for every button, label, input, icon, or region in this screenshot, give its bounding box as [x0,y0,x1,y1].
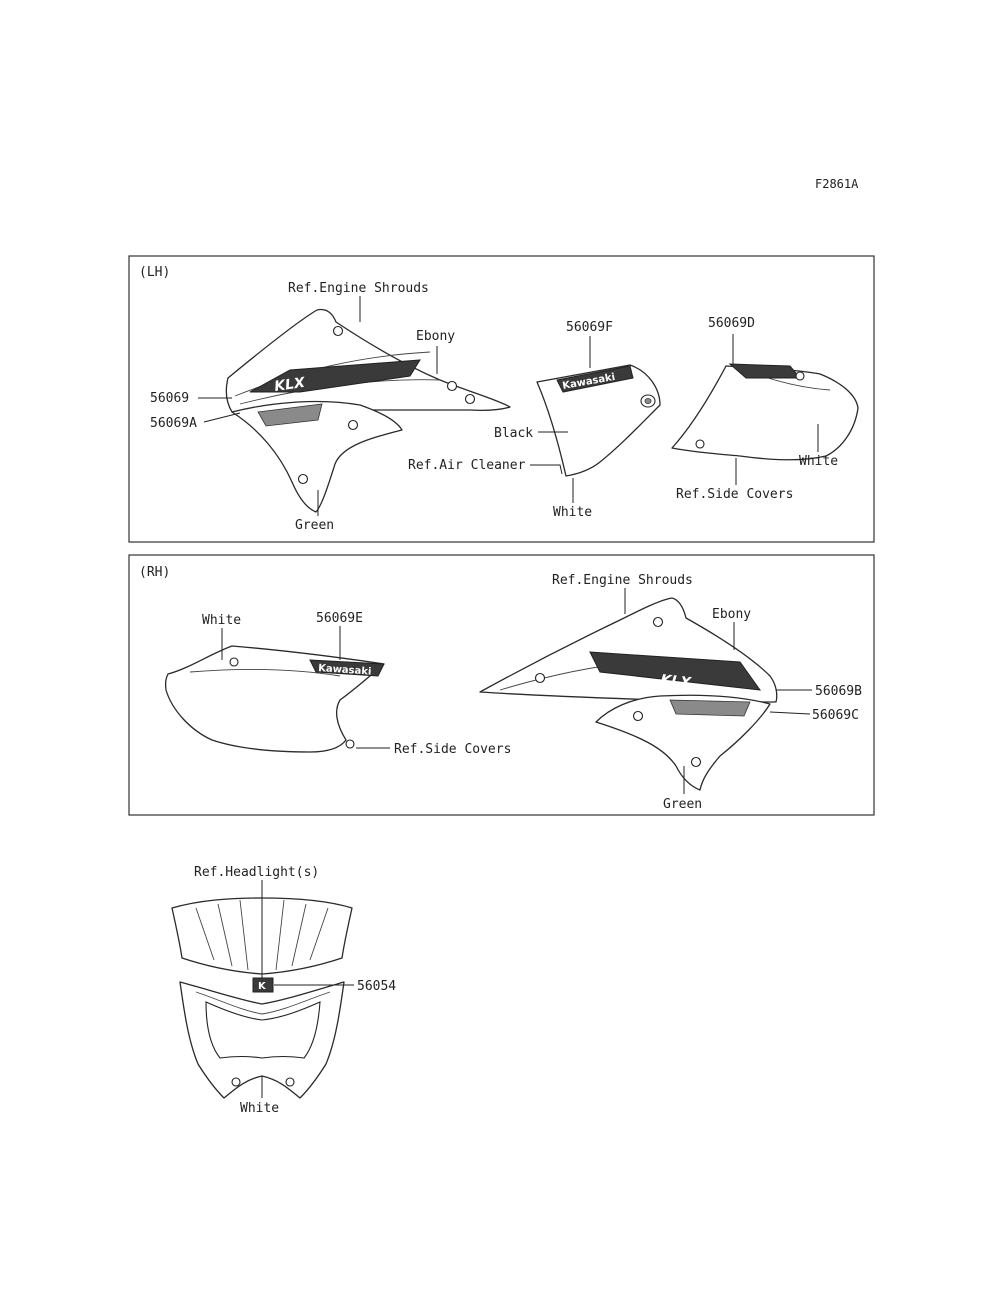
rh-callout-56069c: 56069C [812,708,859,723]
rh-side-cover-bolt-bottom [346,740,354,748]
rh-lower-shroud-decal [670,700,750,716]
lh-panel [129,256,874,542]
lh-side-cover [672,364,858,460]
headlight-callout-white: White [240,1101,280,1116]
headlight-callout-ref: Ref.Headlight(s) [194,865,320,880]
lh-callout-56069f: 56069F [566,320,613,335]
lh-callout-green: Green [295,518,335,533]
lh-callout-air-cleaner: Ref.Air Cleaner [408,458,526,473]
lh-callout-ebony: Ebony [416,329,456,344]
rh-side-cover-bolt-top [230,658,238,666]
lh-air-cleaner-cover [537,365,660,476]
rh-lower-bolt-1 [634,712,643,721]
lh-side-cover-bolt-top [796,372,804,380]
lh-callout-56069a: 56069A [150,416,197,431]
lh-leader-air-cleaner [530,465,562,474]
rh-side-cover [166,646,384,752]
rh-klx-logo: KLX [659,672,692,692]
headlight-callout-56054: 56054 [357,979,397,994]
figure-code: F2861A [815,177,859,191]
lh-callout-side-covers: Ref.Side Covers [676,487,794,502]
headlight-assembly [172,865,396,1116]
lh-side-cover-bolt-bottom [696,440,704,448]
lh-callout-engine-shrouds: Ref.Engine Shrouds [288,281,429,296]
lh-callout-56069d: 56069D [708,316,755,331]
headlight-emblem-text: K [258,981,266,992]
lh-kawasaki-logo-text: Kawasaki [561,371,616,392]
rh-callout-white: White [202,613,242,628]
lh-callout-white-side: White [799,454,839,469]
rh-panel [129,555,874,815]
rh-callout-side-covers: Ref.Side Covers [394,742,512,757]
lh-shroud-bolt-top [334,327,343,336]
lh-lower-shroud [232,401,402,512]
rh-callout-56069b: 56069B [815,684,862,699]
lh-engine-shroud [226,310,510,413]
rh-kawasaki-logo-text: Kawasaki [317,663,372,678]
rh-callout-56069e: 56069E [316,611,363,626]
rh-lower-bolt-2 [692,758,701,767]
lh-air-cleaner-knob-center [645,399,651,404]
rh-callout-green: Green [663,797,703,812]
lh-callout-black: Black [494,426,534,441]
rh-panel-label: (RH) [139,565,171,580]
headlight-mount-right [286,1078,294,1086]
lh-shroud-bolt-end [466,395,475,404]
rh-lower-shroud [596,695,770,790]
lh-panel-label: (LH) [139,265,171,280]
lh-klx-logo: KLX [273,374,306,395]
rh-leader-56069c [770,712,810,714]
lh-shroud-bolt-mid [448,382,457,391]
rh-callout-engine-shrouds: Ref.Engine Shrouds [552,573,693,588]
lh-callout-white-cover: White [553,505,593,520]
rh-callout-ebony: Ebony [712,607,752,622]
rh-shroud-bolt-left [536,674,545,683]
lh-leader-56069a [204,413,240,422]
rh-shroud-bolt-top [654,618,663,627]
headlight-mount-left [232,1078,240,1086]
lh-callout-56069: 56069 [150,391,190,406]
lh-lower-bolt-1 [349,421,358,430]
lh-lower-bolt-2 [299,475,308,484]
